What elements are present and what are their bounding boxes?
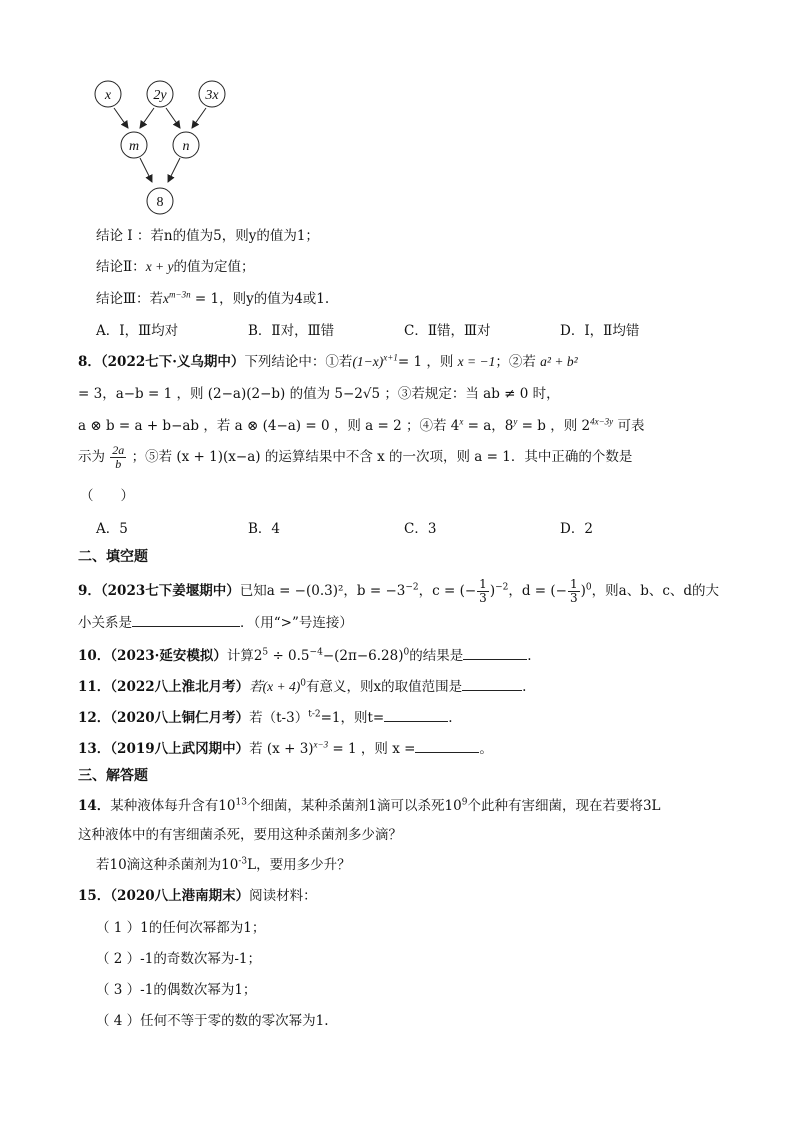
- q14-text-b: 个细菌，某种杀菌剂1滴可以杀死10: [246, 798, 462, 814]
- q7-option-c: C．Ⅱ错，Ⅲ对: [404, 323, 491, 339]
- q8-text-1a: 下列结论中：①若: [244, 354, 353, 370]
- q15-item-2: （ 2 ）-1的奇数次幂为-1；: [96, 951, 261, 967]
- q10-end: .: [527, 648, 532, 664]
- q14-number: 14．: [78, 798, 111, 814]
- q9-source: （2023七下姜堰期中）: [100, 583, 240, 599]
- arrow-n-8: [168, 158, 180, 182]
- q9-fraction-2: [568, 578, 580, 605]
- q12-source: （2020八上铜仁月考）: [110, 710, 250, 726]
- q13-number: 13．: [78, 741, 111, 757]
- q9-frac1-den: 3: [479, 591, 487, 605]
- q14-text-3a: 若10滴这种杀菌剂为10: [96, 857, 239, 873]
- q8-exp-3b: y: [513, 416, 518, 427]
- q15-item-3: （ 3 ）-1的偶数次幂为1；: [96, 982, 257, 998]
- q15-source: （2020八上港南期末）: [110, 888, 250, 904]
- q8-line-4: [78, 444, 632, 471]
- q9-exp-e: 0: [585, 582, 592, 593]
- q8-expr-1f: a² + b²: [540, 354, 578, 369]
- q9-answer-blank[interactable]: [132, 612, 240, 627]
- q11-answer-blank[interactable]: [462, 676, 522, 691]
- q12-exp: t-2: [308, 709, 321, 720]
- q9-text-b: ，c = (−: [418, 583, 477, 599]
- conclusion-3-prefix: 结论Ⅲ：若: [96, 291, 164, 307]
- section-heading-fill-blank: 二、填空题: [78, 549, 148, 565]
- node-x-label: x: [104, 88, 112, 103]
- conclusion-1: 结论 Ⅰ ：若n的值为5，则y的值为1；: [96, 228, 319, 244]
- q7-option-d: D．Ⅰ，Ⅱ均错: [560, 323, 640, 339]
- q9-line-1: [78, 578, 719, 605]
- q9-line-2: [78, 612, 353, 633]
- arrow-2y-m: [140, 108, 154, 128]
- node-3x-label: 3x: [205, 88, 219, 103]
- arrow-3x-n: [192, 108, 206, 128]
- conclusion-2: [96, 257, 255, 277]
- q11-source: （2022八上淮北月考）: [110, 679, 250, 695]
- q9-frac2-num: 1: [570, 577, 578, 591]
- conclusion-2-expr: x + y: [145, 259, 174, 274]
- q8-line-2: = 3，a−b = 1 ，则 (2−a)(2−b) 的值为 5−2√5 ；③若规定：当 ab ≠ 0 时，: [78, 386, 560, 402]
- q13-text-a: 若 (x + 3): [249, 741, 314, 757]
- q10-answer-blank[interactable]: [463, 645, 527, 660]
- node-2y-label: 2y: [153, 88, 167, 103]
- section-heading-solutions: 三、解答题: [78, 768, 148, 784]
- q12-answer-blank[interactable]: [384, 707, 448, 722]
- q15-number: 15．: [78, 888, 111, 904]
- node-8-label: 8: [156, 195, 164, 210]
- q8-frac-den: b: [115, 457, 122, 471]
- conclusion-2-prefix: 结论Ⅱ：: [96, 259, 146, 275]
- q9-text-l2b: ．（用“>”号连接）: [240, 615, 353, 631]
- q11-text-b: 有意义，则x的取值范围是: [305, 679, 463, 695]
- conclusion-2-suffix: 的值为定值；: [173, 259, 255, 275]
- q8-frac-num: 2a: [112, 443, 125, 457]
- q15-item-1: （ 1 ）1的任何次幂都为1；: [96, 920, 266, 936]
- node-m-label: m: [128, 139, 140, 154]
- q8-text-3b: = a，8: [463, 418, 514, 434]
- q11-line: [78, 676, 526, 697]
- q10-source: （2023·延安模拟）: [110, 648, 227, 664]
- q11-text-a: 若(x + 4): [249, 679, 301, 694]
- q14-line-2: 这种液体中的有害细菌杀死，要用这种杀菌剂多少滴？: [78, 827, 402, 843]
- q12-text-b: =1，则t=: [320, 710, 385, 726]
- conclusion-3-suffix: = 1，则y的值为4或1.: [190, 291, 330, 307]
- q8-line-5: （ ）: [80, 488, 134, 504]
- q9-fraction-1: [477, 578, 489, 605]
- node-n-label: n: [182, 139, 190, 154]
- q9-exp-a: −2: [405, 582, 419, 593]
- q13-exp: x−3: [313, 739, 329, 750]
- q14-text-a: 某种液体每升含有10: [110, 798, 236, 814]
- q8-text-1e: ；②若: [495, 354, 536, 370]
- q8-text-3c: = b ，则 2: [517, 418, 591, 434]
- q8-option-b: B．4: [248, 521, 281, 537]
- q8-text-3d: 可表: [613, 418, 645, 434]
- q11-end: .: [522, 679, 527, 695]
- q10-text-d: 的结果是: [409, 648, 464, 664]
- q8-fraction: [110, 444, 126, 471]
- q13-text-b: = 1 ，则 x =: [328, 741, 416, 757]
- conclusion-3-base: x: [163, 291, 170, 306]
- q9-number: 9．: [78, 583, 101, 599]
- conclusion-3-exp: m−3n: [169, 289, 191, 300]
- q14-line-3: [96, 855, 351, 875]
- q8-text-4a: 示为: [78, 449, 105, 465]
- q15-line-1: [78, 886, 317, 906]
- q8-line-1: [78, 352, 578, 372]
- q10-text-a: 计算2: [226, 648, 263, 664]
- q13-answer-blank[interactable]: [415, 738, 479, 753]
- q8-source: （2022七下·义乌期中）: [100, 354, 245, 370]
- q9-text-f: ，则a、b、c、d的大: [591, 583, 720, 599]
- q10-exp-1: 5: [262, 647, 269, 658]
- q8-expr-1d: x = −1: [457, 354, 496, 369]
- q14-exp-1: 13: [235, 797, 247, 808]
- q9-text-c: ): [489, 583, 496, 599]
- q10-exp-2: −4: [309, 647, 323, 658]
- q9-text-d: ，d = (−: [508, 583, 567, 599]
- q8-option-a: A．5: [96, 521, 128, 537]
- q14-line-1: [78, 796, 661, 816]
- q11-exp: 0: [300, 678, 306, 689]
- q15-item-4: （ 4 ）任何不等于零的数的零次幂为1.: [96, 1013, 329, 1029]
- q9-text-e: ): [580, 583, 586, 599]
- q12-line: [78, 707, 453, 728]
- q9-text-a: 已知a = −(0.3)²，b = −3: [239, 583, 406, 599]
- arrow-2y-n: [166, 108, 180, 128]
- q8-line-3: [78, 416, 644, 436]
- q14-text-3b: L，要用多少升？: [247, 857, 351, 873]
- q8-option-c: C．3: [404, 521, 437, 537]
- q8-text-4b: ；⑤若 (x + 1)(x−a) 的运算结果中不含 x 的一次项，则 a = 1．其中正确的个数是: [131, 449, 633, 465]
- q9-frac1-num: 1: [479, 577, 487, 591]
- q15-text-a: 阅读材料：: [249, 888, 317, 904]
- q8-expr-1b: (1−x): [352, 354, 384, 369]
- q11-number: 11．: [78, 679, 111, 695]
- q8-exp-3c: 4x−3y: [590, 416, 614, 427]
- q9-text-l2a: 小关系是: [78, 615, 132, 631]
- q10-number: 10．: [78, 648, 111, 664]
- conclusion-3: [96, 289, 329, 309]
- q9-frac2-den: 3: [570, 591, 578, 605]
- q8-exp-1: x+1: [383, 352, 398, 363]
- q8-number: 8．: [78, 354, 101, 370]
- q12-text-a: 若（t-3）: [249, 710, 309, 726]
- q10-line: [78, 645, 532, 666]
- arrow-m-8: [140, 158, 152, 182]
- q7-option-b: B．Ⅱ对，Ⅲ错: [248, 323, 335, 339]
- q14-text-c: 个此种有害细菌，现在若要将3L: [467, 798, 661, 814]
- q8-option-d: D．2: [560, 521, 593, 537]
- q9-exp-c: −2: [495, 582, 509, 593]
- q14-exp-3: -3: [238, 856, 248, 867]
- q13-end: 。: [479, 741, 493, 757]
- q8-text-3a: a ⊗ b = a + b−ab ，若 a ⊗ (4−a) = 0 ，则 a = 2 ；④若 4: [78, 418, 460, 434]
- arrow-x-m: [114, 108, 128, 128]
- q8-exp-3a: x: [459, 416, 464, 427]
- q10-text-c: −(2π−6.28): [322, 648, 404, 664]
- flow-diagram: [88, 72, 248, 220]
- q10-text-b: ÷ 0.5: [268, 648, 310, 664]
- q7-option-a: A．Ⅰ，Ⅲ均对: [96, 323, 179, 339]
- q12-number: 12．: [78, 710, 111, 726]
- q10-exp-3: 0: [403, 647, 410, 658]
- q13-line: [78, 738, 493, 759]
- q12-end: .: [448, 710, 453, 726]
- q14-exp-2: 9: [461, 797, 468, 808]
- q13-source: （2019八上武冈期中）: [110, 741, 250, 757]
- q8-text-1c: = 1 ，则: [397, 354, 454, 370]
